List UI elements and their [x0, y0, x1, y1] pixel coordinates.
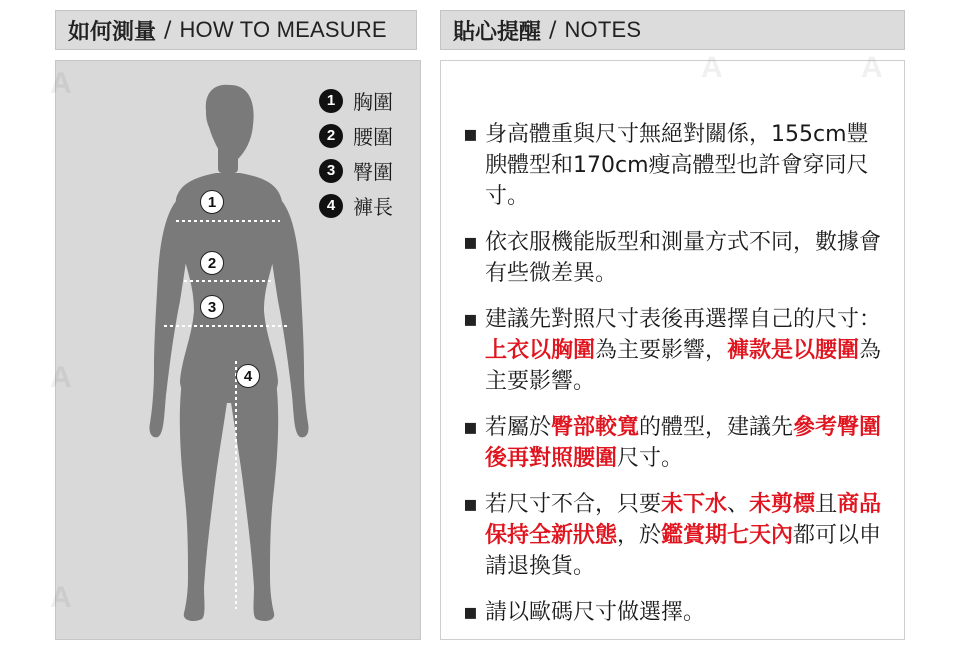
legend-label: 腰圍	[353, 125, 393, 149]
header-left-zh: 如何測量	[68, 19, 157, 45]
measure-guide-panel	[50, 60, 421, 640]
bullet-icon: ▪	[463, 492, 478, 517]
note-item	[457, 412, 897, 474]
note-segment: 若屬於	[485, 415, 552, 440]
note-segment: 尺寸。	[617, 446, 684, 471]
legend-item-hip	[319, 153, 393, 188]
note-text	[485, 227, 885, 289]
note-segment: 請以歐碼尺寸做選擇。	[485, 600, 706, 625]
bullet-icon: ▪	[463, 122, 478, 147]
watermark-logo: A	[50, 361, 72, 394]
notes-header	[440, 10, 905, 50]
note-text	[485, 412, 885, 474]
legend-item-chest	[319, 83, 393, 118]
how-to-measure-header	[55, 10, 417, 50]
notes-list	[457, 119, 897, 643]
note-highlight: 鑑賞期七天內	[661, 523, 794, 548]
note-segment: 都可以申請退換貨。	[485, 523, 882, 579]
watermark-logo: A	[50, 67, 72, 100]
number-badge: 4	[319, 194, 343, 218]
legend-item-waist	[319, 118, 393, 153]
notes-panel	[440, 51, 905, 640]
note-text	[485, 119, 885, 212]
note-segment: 為主要影響。	[485, 338, 882, 394]
note-highlight: 上衣以胸圍	[485, 338, 596, 363]
note-segment: 建議先對照尺寸表後再選擇自己的尺寸：	[485, 307, 882, 332]
bullet-icon: ▪	[463, 415, 478, 440]
note-highlight: 參考臀圍後再對照腰圍	[485, 415, 882, 471]
note-item	[457, 489, 897, 582]
waist-marker: 2	[200, 251, 224, 275]
header-right-en: NOTES	[564, 17, 642, 42]
measurement-legend	[319, 83, 393, 223]
bullet-icon: ▪	[463, 230, 478, 255]
header-right-zh: 貼心提醒	[453, 19, 542, 45]
hip-marker: 3	[200, 295, 224, 319]
watermark-logo: A	[701, 51, 723, 84]
note-item	[457, 304, 897, 397]
chest-marker: 1	[200, 190, 224, 214]
note-text	[485, 489, 885, 582]
number-badge: 3	[319, 159, 343, 183]
legend-item-pants-length	[319, 188, 393, 223]
female-silhouette	[149, 85, 308, 621]
note-segment: ，於	[617, 523, 662, 548]
note-text	[485, 304, 885, 397]
note-highlight: 未下水	[661, 492, 728, 517]
legend-label: 胸圍	[353, 90, 393, 114]
note-segment: 身高體重與尺寸無絕對關係，155cm豐腴體型和170cm瘦高體型也許會穿同尺寸。	[485, 122, 869, 209]
number-badge: 2	[319, 124, 343, 148]
note-segment: 的體型，建議先	[639, 415, 794, 440]
legend-label: 臀圍	[353, 160, 393, 184]
note-segment: 依衣服機能版型和測量方式不同，數據會有些微差異。	[485, 230, 882, 286]
note-highlight: 臀部較寬	[551, 415, 640, 440]
header-right-separator: /	[549, 17, 557, 43]
bullet-icon: ▪	[463, 307, 478, 332]
note-item	[457, 597, 897, 628]
note-item	[457, 227, 897, 289]
note-highlight: 商品保持全新狀態	[485, 492, 882, 548]
watermark-logo: A	[50, 581, 72, 614]
note-text	[485, 597, 885, 628]
note-segment: 若尺寸不合，只要	[485, 492, 662, 517]
bullet-icon: ▪	[463, 600, 478, 625]
note-highlight: 未剪標	[749, 492, 816, 517]
legend-label: 褲長	[353, 195, 393, 219]
note-highlight: 褲款是以腰圍	[727, 338, 860, 363]
note-item	[457, 119, 897, 212]
number-badge: 1	[319, 89, 343, 113]
watermark-logo: A	[861, 51, 883, 84]
note-segment: 且	[815, 492, 838, 517]
header-left-separator: /	[164, 17, 172, 43]
header-left-en: HOW TO MEASURE	[179, 17, 387, 42]
note-segment: 為主要影響，	[595, 338, 728, 363]
pants-length-marker: 4	[236, 364, 260, 388]
note-segment: 、	[727, 492, 750, 517]
